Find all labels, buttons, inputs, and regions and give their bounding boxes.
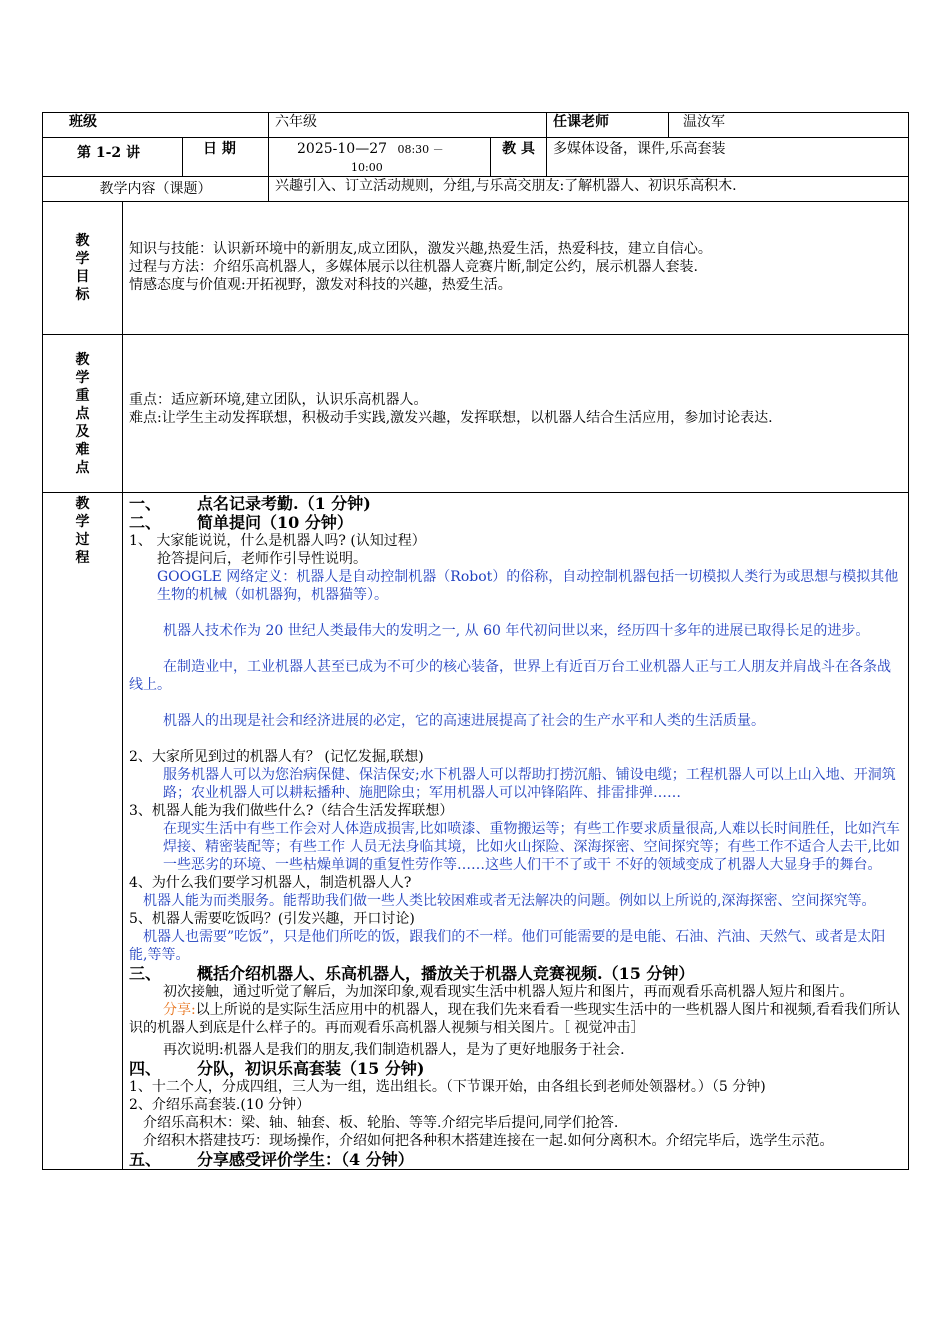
goal-knowledge: 知识与技能：认识新环境中的新朋友,成立团队，激发兴趣,热爱生活，热爱科技，建立自信心。 — [129, 241, 712, 257]
date-cell — [269, 138, 491, 177]
time-start: 08:30 － — [397, 143, 444, 156]
question-3-answer: 在现实生活中有些工作会对人体造成损害,比如喷漆、重物搬运等；有些工作要求质量很高,人难以长时间胜任，比如汽车焊接、精密装配等；有些工作 人员无法身临其境，比如火山探险、深海探密、空间探究等；有些工作不适合人去干,比如一些恶劣的环境、一些枯燥单调的重复性劳作等……这些人们干不了或干 不好的领域变成了机器人大显身手的舞台。 — [163, 821, 900, 873]
question-1-definition: GOOGLE 网络定义：机器人是自动控制机器（Robot）的俗称，自动控制机器包括一切模拟人类行为或思想与模拟其他生物的机械（如机器狗，机器猫等）。 — [157, 569, 899, 603]
keypoint-focus: 重点：适应新环境,建立团队，认识乐高机器人。 — [129, 392, 428, 408]
goal-attitude: 情感态度与价值观:开拓视野，激发对科技的兴趣，热爱生活。 — [129, 277, 512, 293]
section-2-heading: 二、 简单提问（10 分钟） — [129, 513, 353, 532]
goal-method: 过程与方法：介绍乐高机器人，多媒体展示以往机器人竞赛片断,制定公约，展示机器人套装. — [129, 259, 698, 275]
header-row-1 — [43, 113, 909, 138]
keypoints-label: 教 学 重 点 及 难 点 — [43, 335, 123, 493]
section-4-item-2: 2、介绍乐高套装.(10 分钟） — [129, 1097, 311, 1113]
header-row-2 — [43, 138, 909, 177]
class-label: 班级 — [43, 113, 269, 138]
section-3-share: 分享:以上所说的是实际生活应用中的机器人，现在我们先来看看一些现实生活中的一些机器人图片和视频,看看我们所认识的机器人到底是什么样子的。再而观看乐高机器人视频与相关图片。［ 视觉冲击］ — [129, 1002, 901, 1036]
goals-row — [43, 202, 909, 335]
section-4-item-2b: 介绍积木搭建技巧：现场操作，介绍如何把各种积木搭建连接在一起.如何分离积木。介绍完毕后，选学生示范。 — [143, 1133, 834, 1149]
question-1-paragraph-3: 在制造业中，工业机器人甚至已成为不可少的核心装备，世界上有近百万台工业机器人正与工人朋友并肩战斗在各条战线上。 — [129, 659, 891, 693]
time-end: 10:00 — [351, 161, 383, 174]
date-value: 2025-10—27 — [297, 141, 388, 157]
section-3-paragraph-1: 初次接触，通过听觉了解后，为加深印象,观看现实生活中机器人短片和图片，再而观看乐高机器人短片和图片。 — [163, 984, 854, 1000]
question-4-answer: 机器人能为而类服务。能帮助我们做一些人类比较困难或者无法解决的问题。例如以上所说的,深海探密、空间探究等。 — [143, 893, 876, 909]
section-4-item-2a: 介绍乐高积木：梁、轴、轴套、板、轮胎、等等.介绍完毕后提问,同学们抢答. — [143, 1115, 619, 1131]
teacher-value: 温汝军 — [669, 113, 909, 138]
goals-label: 教 学 目 标 — [43, 202, 123, 335]
question-5-answer: 机器人也需要”吃饭”，只是他们所吃的饭，跟我们的不一样。他们可能需要的是电能、石油、汽油、天然气、或者是太阳能,等等。 — [129, 929, 886, 963]
question-4: 4、为什么我们要学习机器人，制造机器人人? — [129, 875, 412, 891]
lesson-number: 第 1-2 讲 — [43, 138, 183, 177]
question-1-paragraph-4: 机器人的出现是社会和经济进展的必定，它的高速进展提高了社会的生产水平和人类的生活质量。 — [163, 713, 765, 729]
keypoints-row — [43, 335, 909, 493]
process-row — [43, 493, 909, 1170]
section-4-heading: 四、 分队，初识乐高套装（15 分钟) — [129, 1059, 425, 1078]
section-3-paragraph-3: 再次说明:机器人是我们的朋友,我们制造机器人，是为了更好地服务于社会. — [163, 1042, 625, 1058]
question-2-answer: 服务机器人可以为您治病保健、保洁保安;水下机器人可以帮助打捞沉船、铺设电缆；工程机器人可以上山入地、开洞筑路；农业机器人可以耕耘播种、施肥除虫；军用机器人可以冲锋陷阵、排雷排弹…… — [163, 767, 896, 801]
lesson-plan-table — [42, 112, 909, 1170]
topic-value: 兴趣引入、订立活动规则，分组,与乐高交朋友:了解机器人、初识乐高积木. — [269, 177, 909, 202]
tools-value: 多媒体设备，课件,乐高套装 — [547, 138, 909, 177]
question-2: 2、大家所见到过的机器人有？ (记忆发掘,联想) — [129, 749, 424, 765]
keypoints-content — [123, 335, 909, 493]
tools-label: 教 具 — [491, 138, 547, 177]
section-1-heading: 一、 点名记录考勤.（1 分钟) — [129, 494, 371, 513]
question-1: 1、 大家能说说，什么是机器人吗? (认知过程） — [129, 533, 426, 549]
share-label: 分享: — [163, 1002, 196, 1018]
topic-row — [43, 177, 909, 202]
process-content — [123, 493, 909, 1170]
question-1-note: 抢答提问后，老师作引导性说明。 — [157, 551, 367, 567]
class-value: 六年级 — [269, 113, 547, 138]
topic-label: 教学内容（课题） — [43, 177, 269, 202]
question-1-paragraph-2: 机器人技术作为 20 世纪人类最伟大的发明之一, 从 60 年代初问世以来，经历四十多年的进展已取得长足的进步。 — [163, 623, 870, 639]
question-3: 3、机器人能为我们做些什么?（结合生活发挥联想） — [129, 803, 454, 819]
section-4-item-1: 1、十二个人，分成四组，三人为一组，选出组长。（下节课开始，由各组长到老师处领器材。）（5 分钟) — [129, 1079, 766, 1095]
process-label: 教 学 过 程 — [43, 493, 123, 1170]
question-5: 5、机器人需要吃饭吗？(引发兴趣，开口讨论) — [129, 911, 415, 927]
date-label: 日 期 — [183, 138, 269, 177]
goals-content — [123, 202, 909, 335]
section-5-heading: 五、 分享感受评价学生：（4 分钟） — [129, 1150, 414, 1169]
section-3-heading: 三、 概括介绍机器人、乐高机器人，播放关于机器人竞赛视频.（15 分钟） — [129, 964, 695, 983]
teacher-label: 任课老师 — [547, 113, 669, 138]
keypoint-difficulty: 难点:让学生主动发挥联想，积极动手实践,激发兴趣，发挥联想，以机器人结合生活应用，参加讨论表达. — [129, 410, 773, 426]
